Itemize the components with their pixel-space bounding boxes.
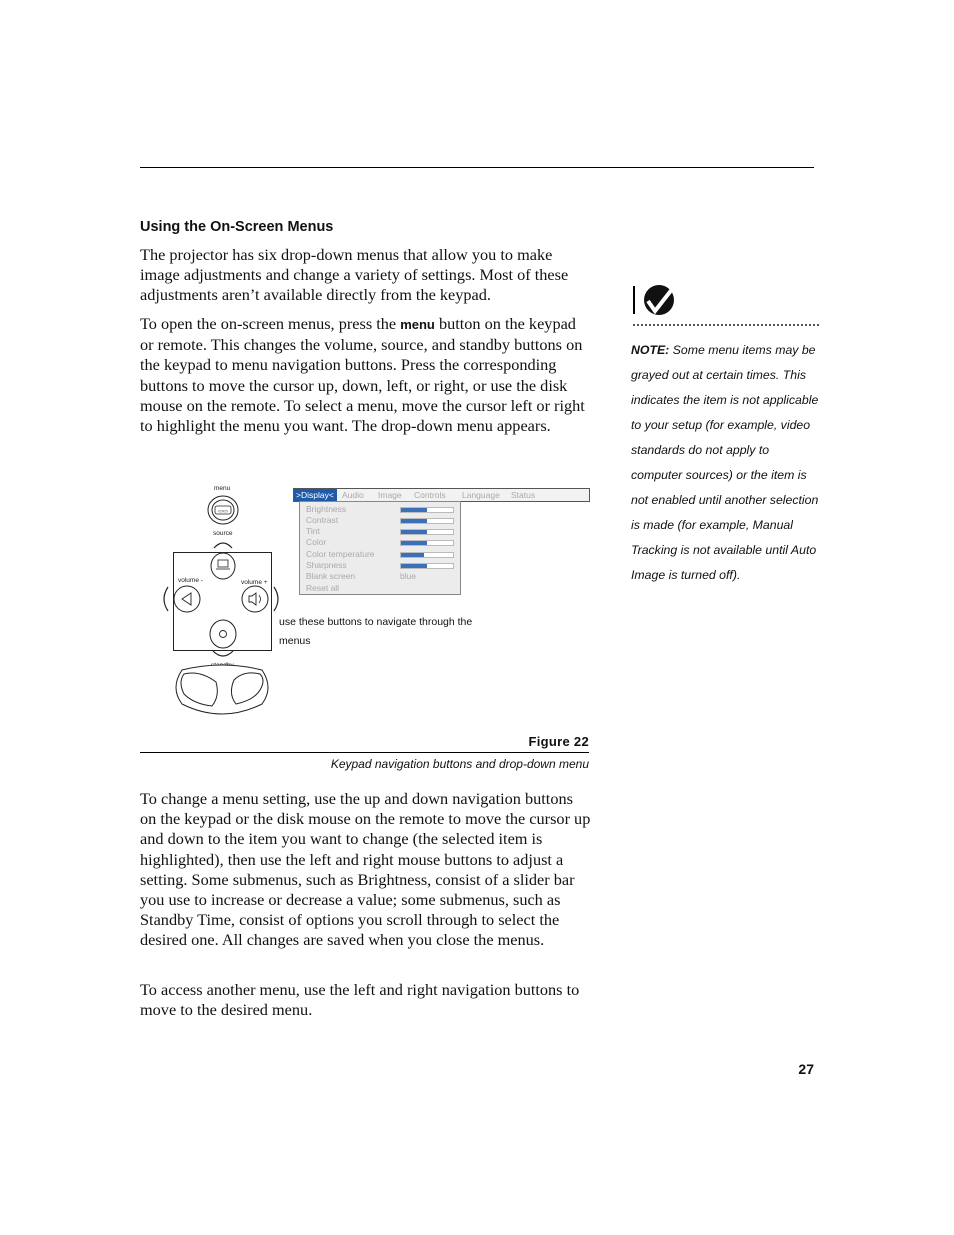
volume-left-key-icon [158,583,204,615]
disk-mouse-buttons-icon [172,664,272,718]
menu-item-color[interactable]: Color [306,537,327,547]
access-menu-paragraph: To access another menu, use the left and right navigation buttons to move to the desired menu. [140,980,580,1020]
contrast-slider[interactable] [400,518,454,524]
standby-down-key-icon [206,617,240,663]
tab-language[interactable]: Language [462,490,500,500]
tab-audio[interactable]: Audio [342,490,364,500]
figure-rule [140,752,589,753]
tint-slider[interactable] [400,529,454,535]
note-divider [633,324,819,328]
figure-title: Figure 22 [528,734,589,749]
menu-key-label: menu [400,317,435,332]
checkmark-icon [642,284,678,316]
menu-item-reset-all[interactable]: Reset all [306,583,340,593]
menu-item-sharpness[interactable]: Sharpness [306,560,347,570]
menu-key-icon [206,494,240,526]
menu-item-contrast[interactable]: Contrast [306,515,339,525]
intro-paragraph: The projector has six drop-down menus that allow you to make image adjustments and change a variety of settings. Most of these adjustments aren’t available directly from the keypad. [140,245,569,305]
note-body: Some menu items may be grayed out at certain times. This indicates the item is not applicable to your setup (for example, video standards do not apply to computer sources) or the item is not enabled until another selection is made (for example, Manual Tracking is not available until Auto Image is turned off). [631,343,819,582]
page-number: 27 [798,1061,814,1077]
figure-caption: Keypad navigation buttons and drop-down menu [330,757,589,771]
top-rule [140,167,814,168]
keypad-volume-plus-label: volume + [241,579,268,586]
keypad-volume-minus-label: volume - [178,577,203,584]
brightness-slider[interactable] [400,507,454,513]
change-setting-paragraph: To change a menu setting, use the up and down navigation buttons on the keypad or the disk mouse on the remote to move the cursor up and down to the item you want to change (the selected item is highlighted), then use the left and right mouse buttons to adjust a setting. Some submenus, such as Brightness, consist of a slider bar you use to increase or decrease a value; some submenus, such as Standby Time, consist of options you scroll through to select the desired one. All changes are saved when you close the menus. [140,789,591,950]
note-text [631,338,819,588]
color-temperature-slider[interactable] [400,552,454,558]
open-menus-paragraph [140,314,592,436]
tab-display[interactable]: >Display< [294,489,337,501]
tab-image[interactable]: Image [378,490,402,500]
menu-item-color-temperature[interactable]: Color temperature [306,549,375,559]
svg-text:▭▭: ▭▭ [218,508,228,515]
menu-tab-bar [293,488,590,502]
navigation-callout: use these buttons to navigate through the menus [279,616,473,647]
blank-screen-value: blue [400,571,417,581]
note-label: NOTE: [631,343,670,357]
note-bar [633,286,635,314]
volume-right-key-icon [238,583,284,615]
menu-item-blank-screen[interactable]: Blank screen [306,571,356,581]
menu-item-tint[interactable]: Tint [306,526,320,536]
section-heading: Using the On-Screen Menus [140,219,334,235]
source-up-key-icon [208,538,238,582]
para2-text-before: To open the on-screen menus, press the [140,314,401,333]
sharpness-slider[interactable] [400,563,454,569]
display-dropdown-menu [299,501,461,595]
keypad-menu-label: menu [214,485,231,492]
keypad-source-label: source [213,530,233,537]
tab-status[interactable]: Status [511,490,536,500]
menu-item-brightness[interactable]: Brightness [306,504,347,514]
tab-controls[interactable]: Controls [414,490,446,500]
para2-text-after: button on the keypad or remote. This changes the volume, source, and standby buttons on the keypad to menu navigation buttons. Press the corresponding buttons to move the cursor up, down, left, or right, or use the disk mouse on the remote. To select a menu, move the cursor left or right to highlight the menu you want. The drop-down menu appears. [140,314,585,436]
color-slider[interactable] [400,540,454,546]
